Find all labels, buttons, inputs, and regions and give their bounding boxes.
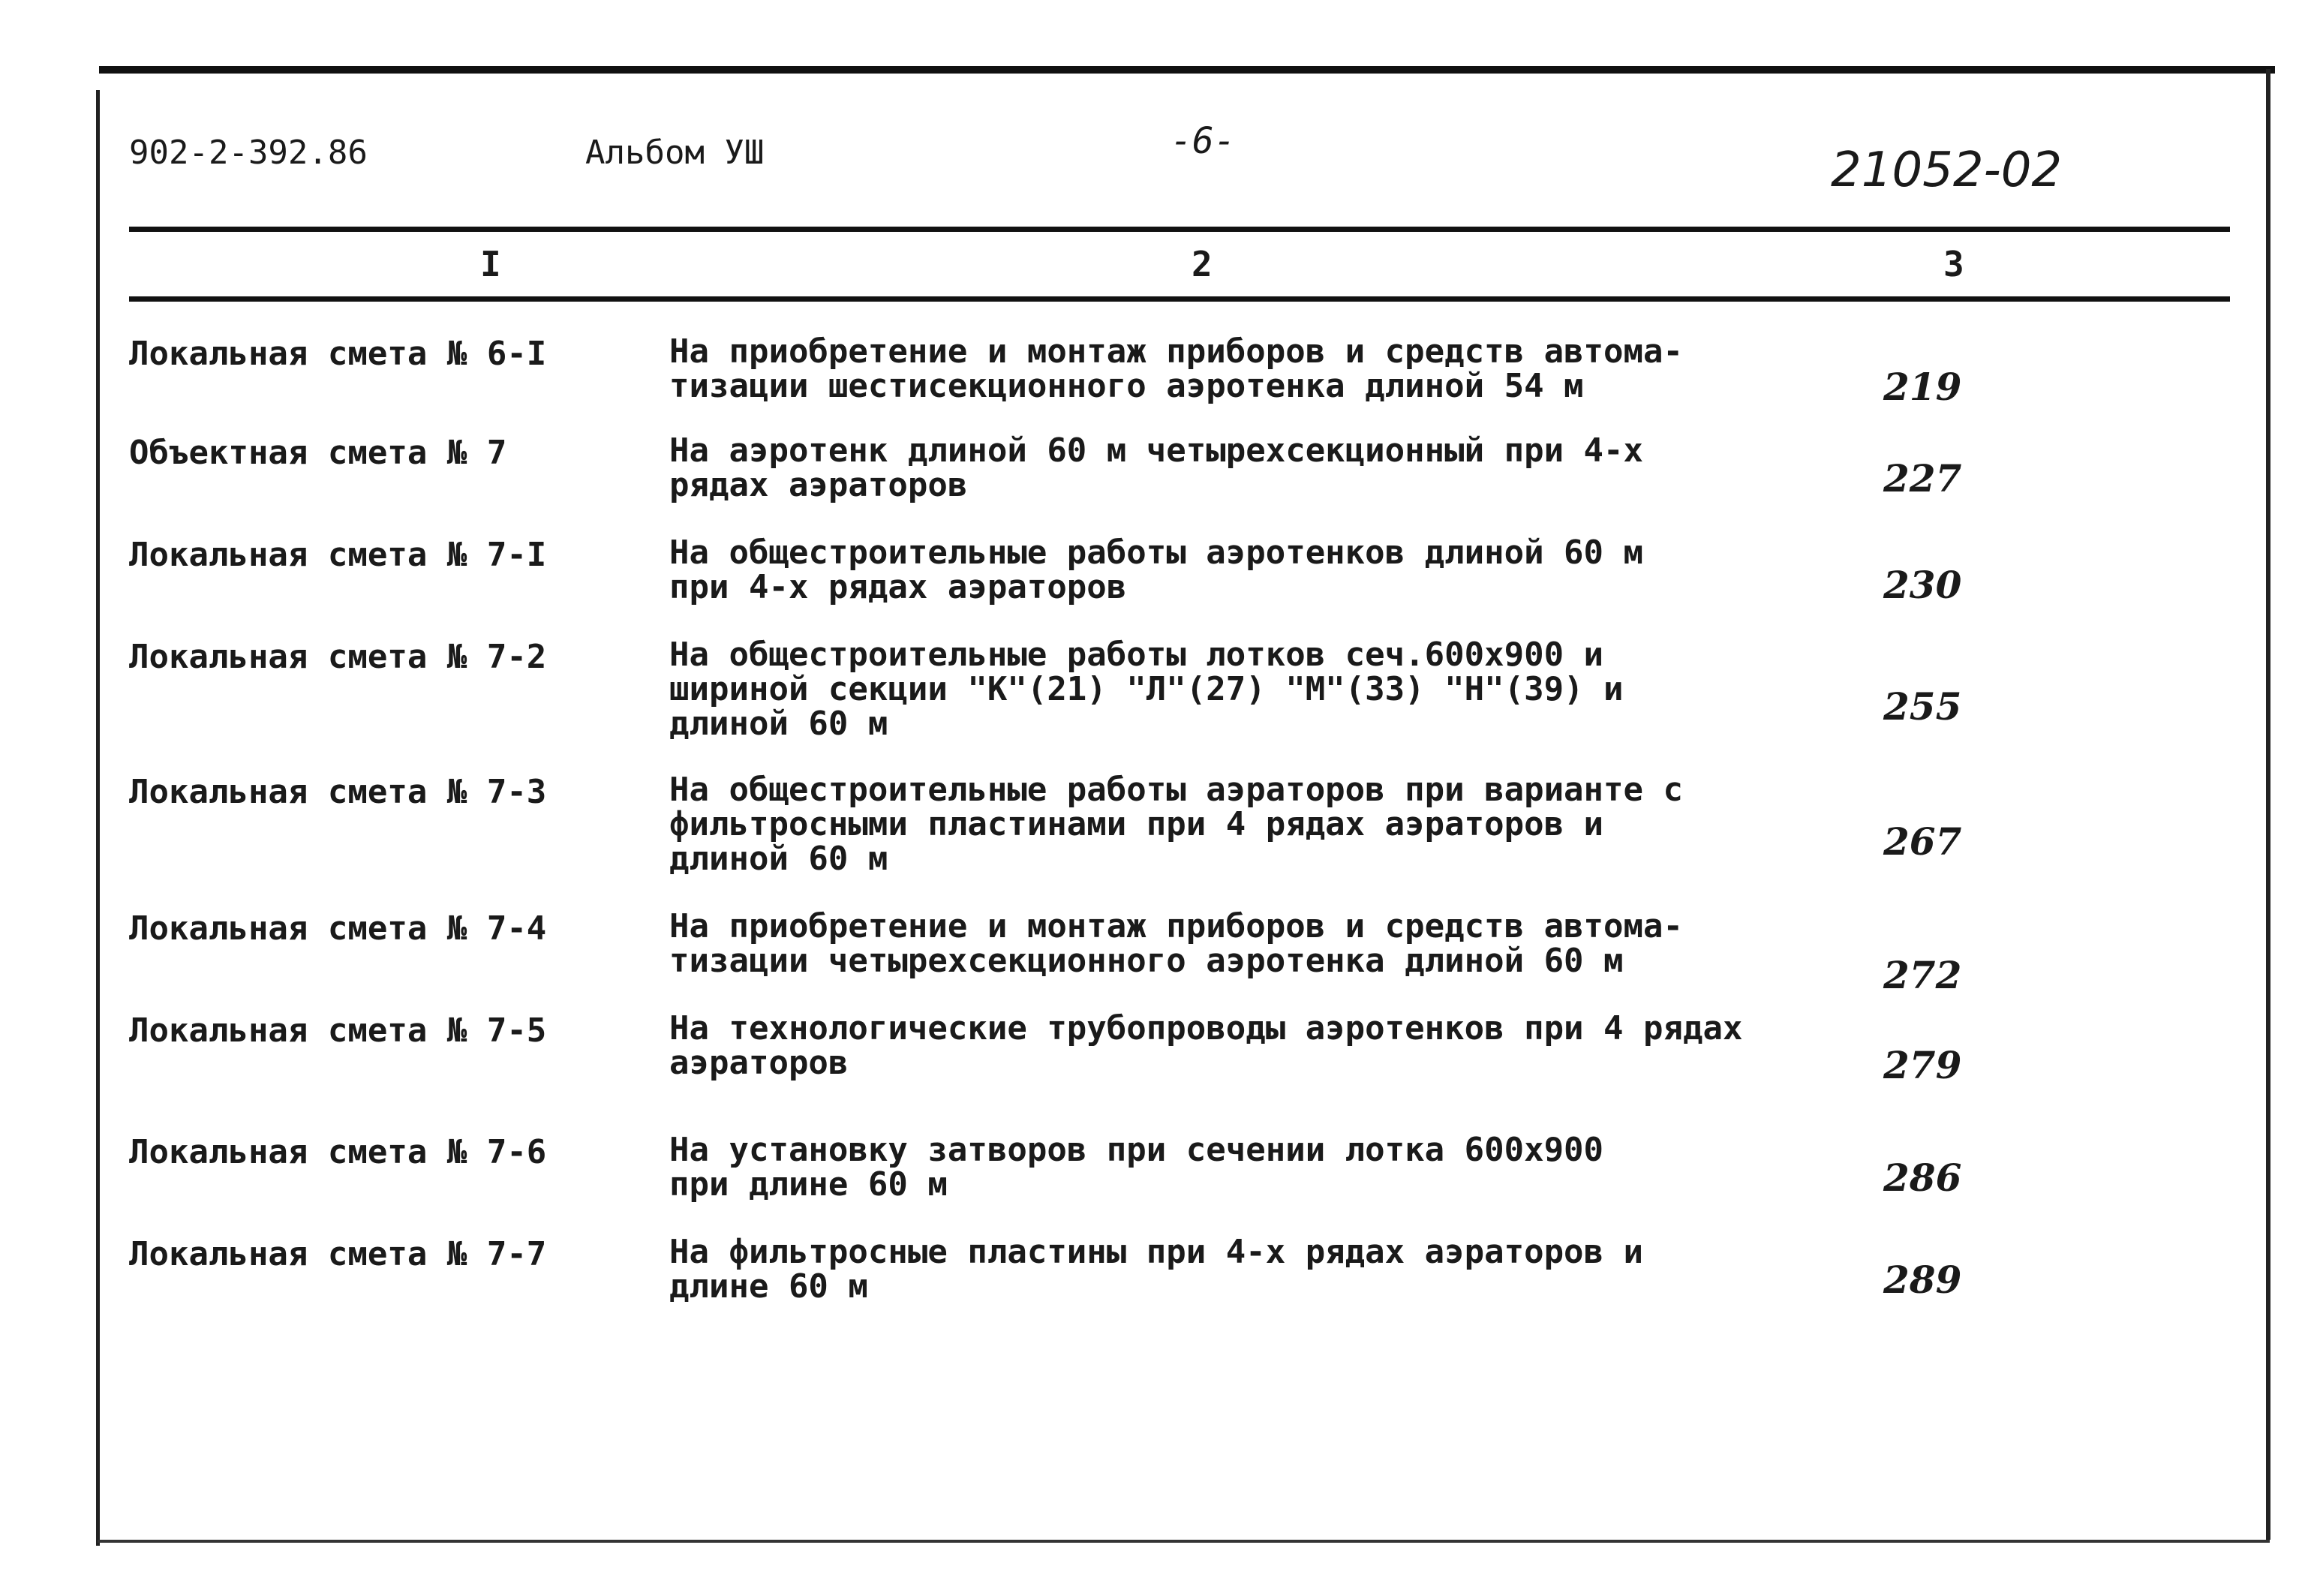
description-line: рядах аэраторов	[669, 466, 968, 504]
page-ref: 255	[1883, 684, 1962, 729]
estimate-name: Локальная смета № 6-I	[129, 335, 547, 373]
estimate-description	[669, 1235, 1840, 1304]
description-line: при 4-х рядах аэраторов	[669, 568, 1127, 606]
description-line: аэраторов	[669, 1044, 849, 1082]
page-ref: 267	[1883, 819, 1962, 864]
estimate-name: Локальная смета № 7-6	[129, 1133, 547, 1171]
table-header-bottom-rule	[129, 296, 2230, 302]
frame-top-border	[99, 66, 2275, 74]
estimate-description	[669, 909, 1840, 978]
estimate-name: Локальная смета № 7-3	[129, 773, 547, 811]
estimate-description	[669, 1133, 1840, 1202]
estimate-name: Локальная смета № 7-I	[129, 536, 547, 574]
description-line: На приобретение и монтаж приборов и средств автома-	[669, 332, 1684, 371]
description-line: тизации четырехсекционного аэротенка длиной 60 м	[669, 942, 1624, 980]
column-header-2: 2	[1192, 244, 1213, 284]
description-line: длиной 60 м	[669, 705, 888, 743]
frame-right-border	[2266, 69, 2270, 1540]
document-code: 902-2-392.86	[129, 134, 368, 172]
description-line: На приобретение и монтаж приборов и средств автома-	[669, 907, 1684, 945]
estimate-name: Локальная смета № 7-2	[129, 638, 547, 676]
page-number: -6-	[1171, 120, 1236, 162]
page-ref: 272	[1883, 953, 1962, 997]
description-line: На общестроительные работы аэраторов при варианте с	[669, 771, 1684, 809]
page-ref: 227	[1883, 456, 1962, 500]
description-line: тизации шестисекционного аэротенка длиной 54 м	[669, 367, 1584, 405]
description-line: На технологические трубопроводы аэротенков при 4 рядах	[669, 1009, 1743, 1047]
estimate-description	[669, 536, 1840, 605]
frame-left-border	[96, 90, 100, 1546]
estimate-description	[669, 773, 1840, 876]
page-ref: 289	[1883, 1258, 1962, 1302]
description-line: На фильтросные пластины при 4-х рядах аэраторов и	[669, 1233, 1644, 1271]
description-line: длине 60 м	[669, 1267, 868, 1306]
estimate-description	[669, 332, 1840, 405]
estimate-name: Локальная смета № 7-7	[129, 1235, 547, 1273]
description-line: На общестроительные работы лотков сеч.600х900 и	[669, 636, 1604, 674]
description-line: длиной 60 м	[669, 840, 888, 878]
description-line: фильтросными пластинами при 4 рядах аэраторов и	[669, 805, 1604, 843]
page-ref: 279	[1883, 1043, 1962, 1087]
description-line: На аэротенк длиной 60 м четырехсекционный при 4-х	[669, 431, 1644, 470]
estimate-name: Локальная смета № 7-4	[129, 909, 547, 948]
column-header-1: I	[480, 244, 501, 284]
description-line: На общестроительные работы аэротенков длиной 60 м	[669, 534, 1644, 572]
description-line: шириной секции "К"(21) "Л"(27) "М"(33) "Н"(39) и	[669, 670, 1624, 708]
estimate-name: Объектная смета № 7	[129, 434, 507, 472]
page-ref: 230	[1883, 563, 1962, 607]
estimate-name: Локальная смета № 7-5	[129, 1011, 547, 1050]
page-ref: 286	[1883, 1156, 1962, 1200]
description-line: На установку затворов при сечении лотка 600х900	[669, 1131, 1604, 1169]
estimate-description	[669, 1011, 1840, 1081]
estimate-description	[669, 431, 1840, 504]
column-header-3: 3	[1943, 244, 1964, 284]
frame-bottom-border	[98, 1540, 2270, 1543]
document-number: 21052-02	[1831, 143, 2063, 198]
page-ref: 219	[1883, 365, 1962, 409]
album-label: Альбом УШ	[585, 134, 765, 172]
table-header-top-rule	[129, 227, 2230, 232]
description-line: при длине 60 м	[669, 1165, 948, 1204]
estimate-description	[669, 638, 1840, 741]
